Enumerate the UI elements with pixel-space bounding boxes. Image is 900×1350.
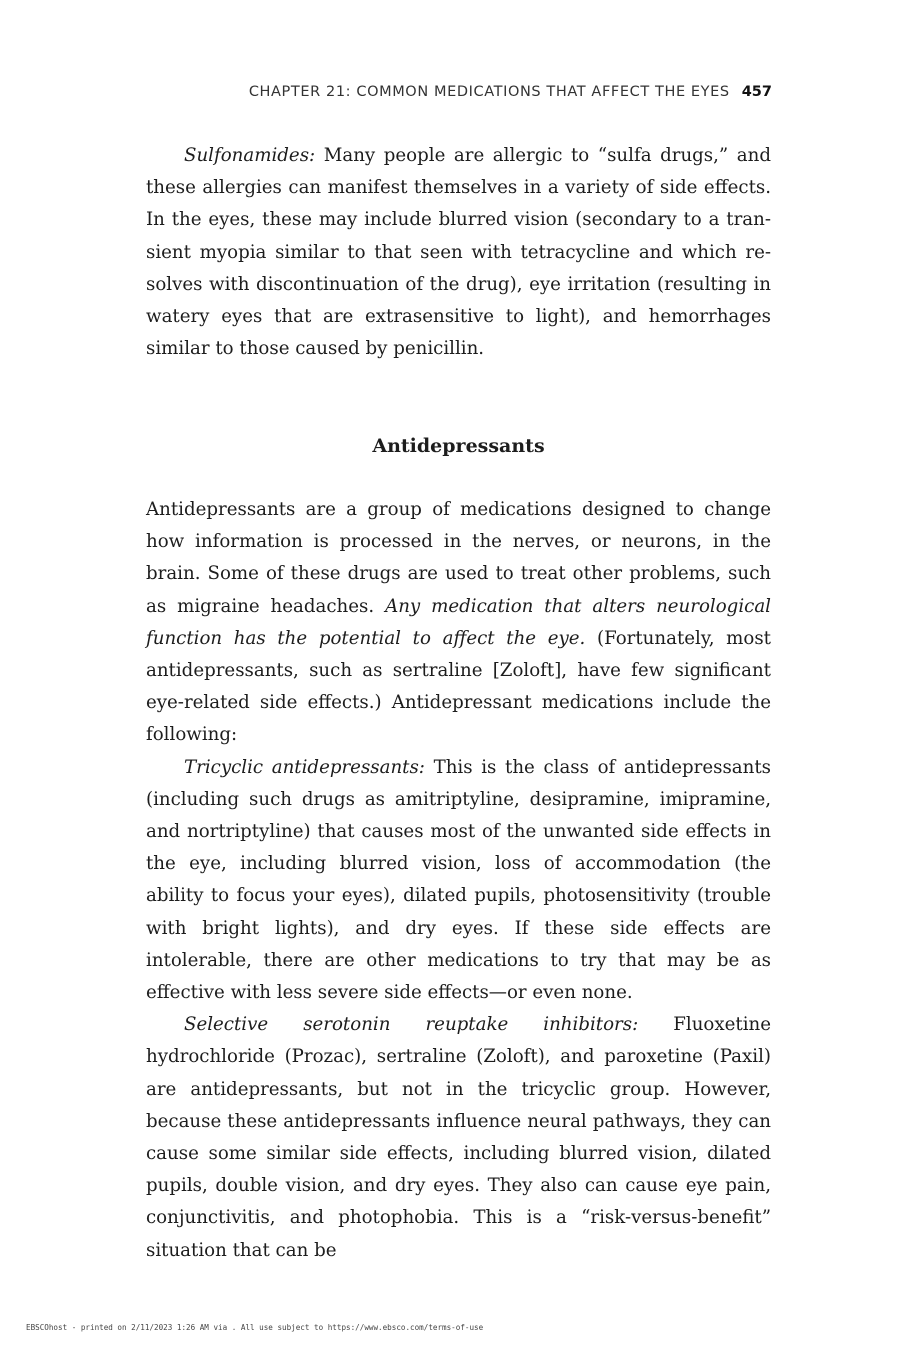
tricyclic-label: Tricyclic antidepressants: bbox=[184, 756, 425, 778]
footer-notice: EBSCOhost - printed on 2/11/2023 1:26 AM via . All use subject to https://www.ebsco.com/terms-of-use bbox=[26, 1323, 484, 1332]
tricyclic-text: This is the class of antidepressants (including such drugs as amitriptyline, desipramine, imipramine, and nortriptyline) that causes most of the unwanted side effects in the eye, including blurred vision, loss of accommodation (the ability to focus your eyes), dilated pupils, photosensitivity (trouble with bright lights), and dry eyes. If these side effects are intolerable, there are other medications to try that may be as effective with less severe side effects—or even none. bbox=[146, 756, 771, 1004]
sulfonamides-paragraph bbox=[146, 140, 771, 365]
page-number: 457 bbox=[741, 84, 772, 100]
section-heading: Antidepressants bbox=[372, 435, 545, 457]
intro-emphasis: Any medication that alters neurological function has the potential to affect the eye. bbox=[146, 595, 771, 649]
tricyclic-paragraph bbox=[146, 752, 771, 1010]
sulfonamides-text: Many people are allergic to “sulfa drugs,” and these allergies can manifest themselves in a variety of side effects. In the eyes, these may include blurred vision (secondary to a transient myopia similar to that seen with tetracycline and which resolves with discontinuation of the drug), eye irritation (resulting in watery eyes that are extrasensitive to light), and hemorrhages similar to those caused by penicillin. bbox=[146, 145, 771, 360]
running-head bbox=[249, 84, 772, 100]
chapter-title: CHAPTER 21: COMMON MEDICATIONS THAT AFFECT THE EYES bbox=[248, 84, 730, 100]
intro-text-before: Antidepressants are a group of medications designed to change how information is processed in the nerves, or neurons, in the brain. Some of these drugs are used to treat other problems, such as migraine headaches. bbox=[146, 499, 771, 617]
sulfonamides-section bbox=[146, 140, 771, 365]
ssri-text: Fluoxetine hydrochloride (Prozac), sertraline (Zoloft), and paroxetine (Paxil) are antidepressants, but not in the tricyclic group. However, because these antidepressants influence neural pathways, they can cause some similar side effects, including blurred vision, dilated pupils, double vision, and dry eyes. They also can cause eye pain, conjunctivitis, and photophobia. This is a “risk-versus-benefit” situation that can be bbox=[146, 1014, 771, 1261]
ssri-paragraph bbox=[146, 1009, 771, 1267]
ssri-label: Selective serotonin reuptake inhibitors: bbox=[184, 1014, 639, 1036]
antidepressants-section bbox=[146, 494, 771, 1267]
sulfonamides-label: Sulfonamides: bbox=[184, 145, 316, 166]
intro-paragraph bbox=[146, 494, 771, 752]
intro-text-after: (Fortunately, most antidepressants, such as sertraline [Zoloft], have few significant eye-related side effects.) Antidepressant medications include the following: bbox=[146, 627, 771, 746]
